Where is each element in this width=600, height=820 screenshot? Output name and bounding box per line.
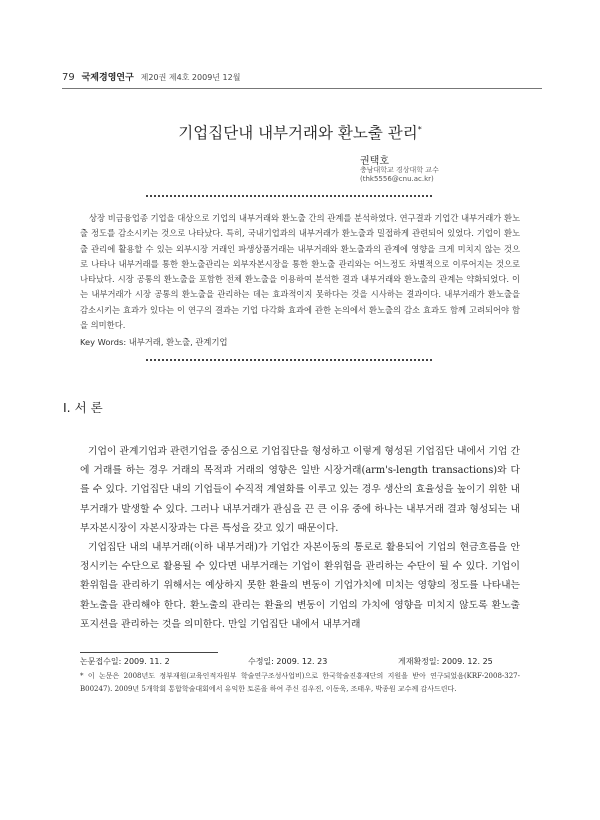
journal-name: 국제경영연구: [81, 73, 134, 83]
keywords: Key Words: 내부거래, 환노출, 관계기업: [80, 337, 228, 347]
body-text: [80, 442, 520, 634]
abstract-text: 상장 비금융업종 기업을 대상으로 기업의 내부거래와 환노출 간의 관계를 분석하였다. 연구결과 기업간 내부거래가 환노출 정도를 감소시키는 것으로 나타났다. 특히, 국내기업과의 내부거래가 환노출과 밀접하게 관련되어 있었다. 기업이 환노출 관리에 활용할 수 있는 외부시장 거래인 파생상품거래는 내부거래와 환노출과의 관계에 영향을 크게 미치지 않는 것으로 나타나 내부거래를 통한 환노출관리는 외부자본시장을 통한 환노출 관리와는 어느정도 차별적으로 이루어지는 것으로 나타났다. 시장 공통의 환노출을 포함한 전체 환노출을 이용하여 분석한 결과 내부거래와 환노출의 관계는 약화되었다. 이는 내부거래가 시장 공통의 환노출을 관리하는 데는 효과적이지 못하다는 것을 시사하는 결과이다. 내부거래가 환노출을 감소시키는 효과가 있다는 이 연구의 결과는 기업 다각화 효과에 관한 논의에서 환노출의 감소 효과도 함께 고려되어야 함을 의미한다.: [80, 213, 520, 331]
header-divider: [62, 88, 542, 89]
author-affiliation: 충남대학교 경상대학 교수: [360, 166, 439, 174]
running-header: [62, 70, 542, 84]
author-email: (thk5556@cnu.ac.kr): [360, 175, 434, 183]
body-paragraph: 기업집단 내의 내부거래(이하 내부거래)가 기업간 자본이동의 통로로 활용되어 기업의 현금흐름을 안정시키는 수단으로 활용될 수 있다면 내부거래는 기업이 환위험을 관리하는 수단이 될 수 있다. 기업이 환위험을 관리하기 위해서는 예상하지 못한 환율의 변동이 기업가치에 미치는 영향의 정도를 나타내는 환노출을 관리해야 한다. 환노출의 관리는 환율의 변동이 기업의 가치에 영향을 미치지 않도록 환노출 포지션을 관리하는 것을 의미한다. 만일 기업집단 내에서 내부거래: [80, 542, 520, 630]
body-paragraph: 기업이 관계기업과 관련기업을 중심으로 기업집단을 형성하고 이렇게 형성된 기업집단 내에서 기업 간에 거래를 하는 경우 거래의 목적과 거래의 영향은 일반 시장거래(arm's-length transactions)와 다를 수 있다. 기업집단 내의 기업들이 수직적 계열화를 이루고 있는 경우 생산의 효율성을 높이기 위한 내부거래가 발생할 수 있다. 그러나 내부거래가 관심을 끈 큰 이유 중에 하나는 내부거래 결과 형성되는 내부자본시장이 자본시장과는 다른 특성을 갖고 있기 때문이다.: [80, 446, 520, 534]
accepted-date: 게재확정일: 2009. 12. 25: [398, 657, 493, 666]
footnote: * 이 논문은 2008년도 정부재원(교육인적자원부 학술연구조성사업비)으로 한국학술진흥재단의 지원을 받아 연구되었음(KRF-2008-327-B00247). 2009년 5개학회 통합학술대회에서 유익한 토론을 하여 주신 김우진, 이동욱, 조태우, 박종원 교수께 감사드린다.: [80, 672, 520, 693]
abstract-top-divider: [146, 195, 432, 197]
author-name: 권택호: [360, 156, 389, 167]
footnote-divider: [80, 652, 218, 653]
section-heading: Ⅰ. 서 론: [63, 400, 103, 415]
title-text: 기업집단내 내부거래와 환노출 관리: [178, 124, 418, 142]
abstract-bottom-divider: [146, 359, 432, 361]
article-title: [60, 121, 540, 143]
revised-date: 수정일: 2009. 12. 23: [248, 657, 328, 666]
page-number: 79: [62, 72, 75, 83]
volume-info: 제20권 제4호 2009년 12월: [140, 73, 241, 82]
received-date: 논문접수일: 2009. 11. 2: [80, 657, 170, 666]
title-footnote-mark: *: [417, 124, 422, 134]
